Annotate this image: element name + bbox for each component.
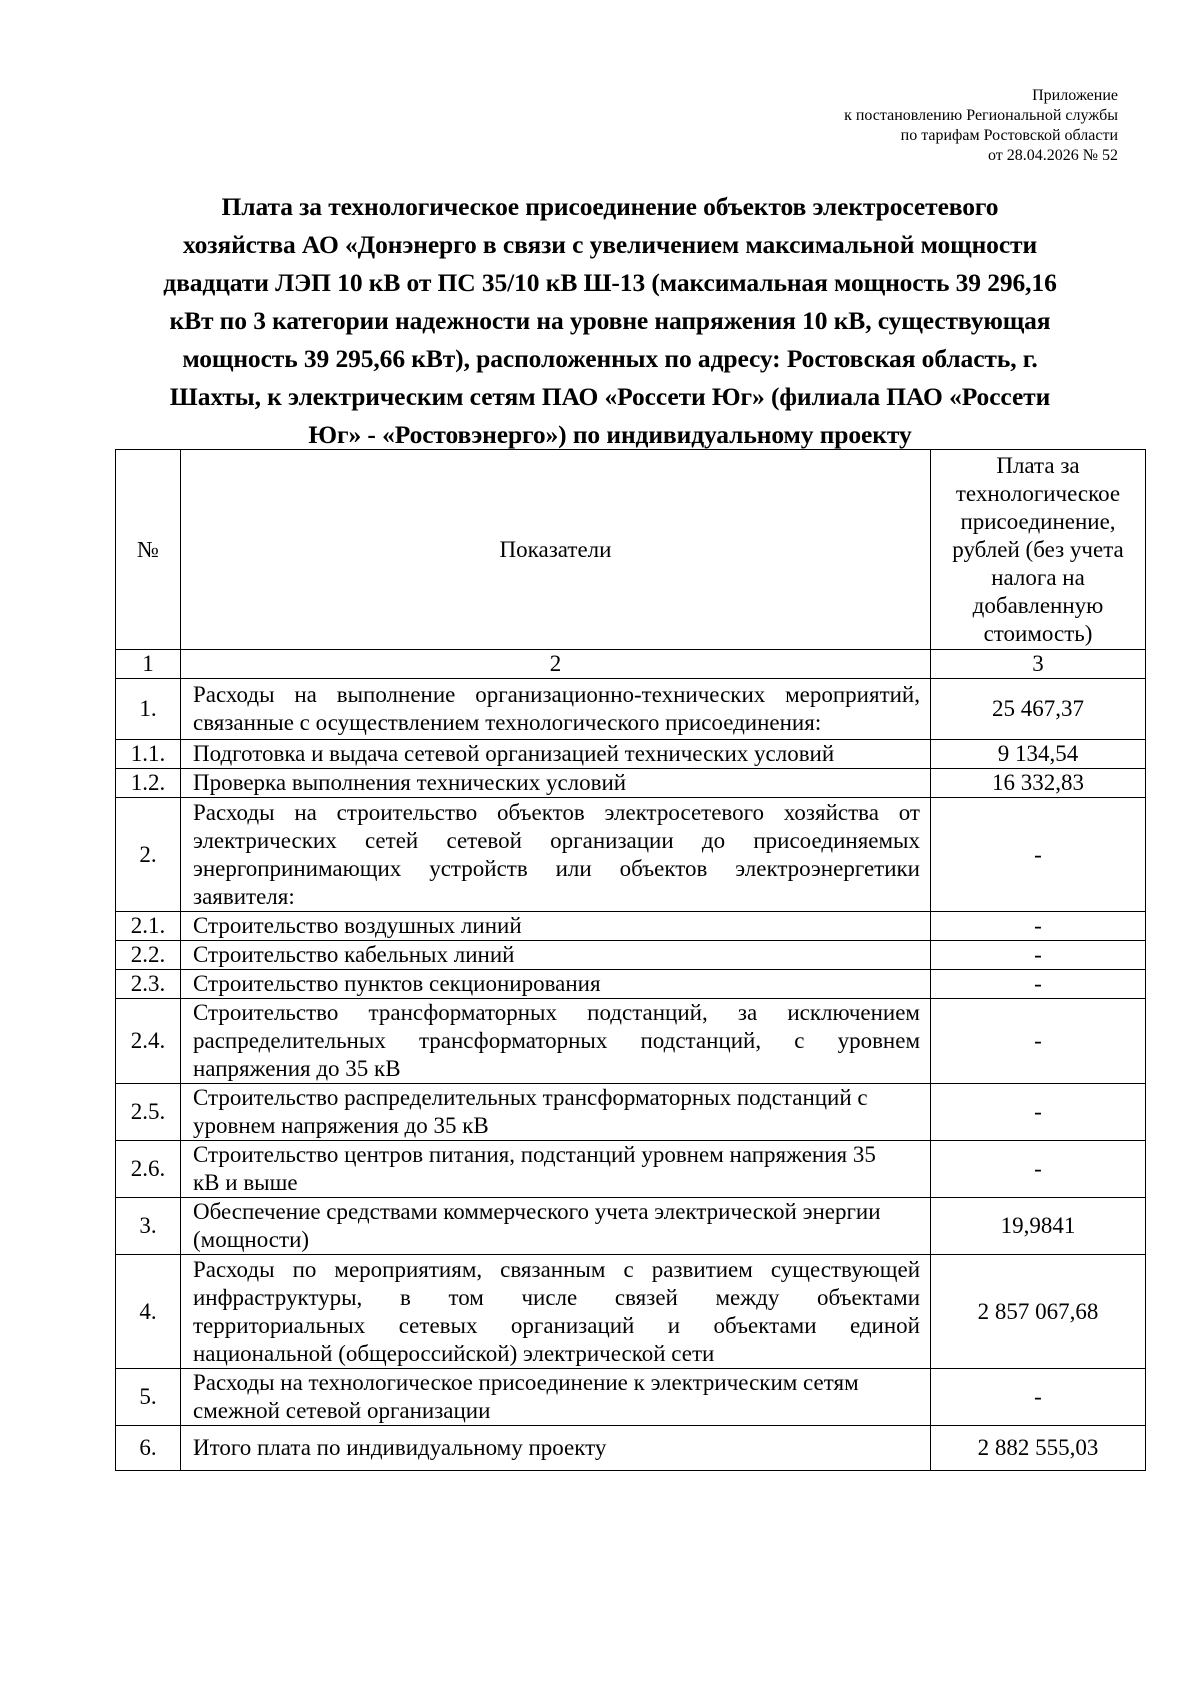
title-line: двадцати ЛЭП 10 кВ от ПС 35/10 кВ Ш-13 (максимальная мощность 39 296,16 [163, 268, 1057, 297]
row-indicator [181, 769, 931, 798]
row-fee-value: 9 134,54 [931, 740, 1146, 769]
title-line: Плата за технологическое присоединение объектов электросетевого [221, 192, 999, 221]
indicator-line: Обеспечение средствами коммерческого учета электрической энергии [193, 1199, 881, 1224]
row-number: 2.5. [116, 1084, 181, 1141]
header-value [931, 450, 1146, 650]
row-indicator [181, 1141, 931, 1198]
indicator-line: Строительство распределительных трансформаторных подстанций с [193, 1085, 868, 1110]
row-number: 2.4. [116, 999, 181, 1084]
indicator-line: (мощности) [193, 1227, 310, 1252]
row-fee-value: - [931, 1369, 1146, 1426]
column-number: 1 [116, 650, 181, 679]
indicator-line: Строительство воздушных линий [193, 913, 522, 938]
row-indicator [181, 1426, 931, 1471]
indicator-line: Проверка выполнения технических условий [193, 770, 627, 795]
indicator-line: смежной сетевой организации [193, 1398, 491, 1423]
row-number: 5. [116, 1369, 181, 1426]
indicator-line: Расходы по мероприятиям, связанным с развитием существующей [193, 1256, 920, 1282]
header-value-line: технологическое [955, 480, 1121, 506]
row-indicator [181, 970, 931, 999]
appendix-block [718, 86, 1118, 166]
row-indicator [181, 798, 931, 912]
indicator-line: напряжения до 35 кВ [193, 1056, 401, 1081]
column-number-row [116, 650, 1146, 679]
row-indicator [181, 912, 931, 941]
table-row [116, 679, 1146, 740]
row-number: 1.2. [116, 769, 181, 798]
header-value-line: стоимость) [983, 620, 1093, 646]
table-row [116, 970, 1146, 999]
indicator-line: энергопринимающих устройств или объектов электроэнергетики [193, 855, 920, 881]
table-row [116, 1084, 1146, 1141]
indicator-line: инфраструктуры, в том числе связей между объектами [193, 1284, 920, 1310]
row-number: 3. [116, 1198, 181, 1255]
indicator-line: национальной (общероссийской) электрической сети [193, 1340, 715, 1366]
row-number: 2.1. [116, 912, 181, 941]
title-line: Юг» - «Ростовэнерго») по индивидуальному проекту [308, 420, 912, 449]
row-number: 1.1. [116, 740, 181, 769]
row-indicator [181, 740, 931, 769]
table-row [116, 941, 1146, 970]
title-line: Шахты, к электрическим сетям ПАО «Россети Юг» (филиала ПАО «Россети [169, 382, 1051, 411]
indicator-line: Расходы на выполнение организационно-технических мероприятий, [193, 682, 920, 707]
row-fee-value: - [931, 798, 1146, 912]
table-row [116, 740, 1146, 769]
fee-table [115, 449, 1146, 1471]
row-fee-value: 19,9841 [931, 1198, 1146, 1255]
title-line: хозяйства АО «Донэнерго в связи с увеличением максимальной мощности [182, 230, 1038, 259]
row-indicator [181, 1198, 931, 1255]
header-value-line: добавленную [972, 592, 1104, 618]
table-row [116, 1255, 1146, 1369]
indicator-line: Расходы на строительство объектов электросетевого хозяйства от [193, 799, 920, 825]
indicator-line: связанные с осуществлением технологического присоединения: [193, 710, 822, 735]
table-row [116, 798, 1146, 912]
row-number: 2.3. [116, 970, 181, 999]
header-value-line: присоединение, [960, 508, 1116, 534]
header-name: Показатели [181, 450, 931, 650]
row-indicator [181, 1369, 931, 1426]
row-fee-value: - [931, 999, 1146, 1084]
indicator-line: Итого плата по индивидуальному проекту [193, 1435, 607, 1460]
appendix-line: по тарифам Ростовской области [900, 127, 1118, 144]
row-number: 4. [116, 1255, 181, 1369]
row-indicator [181, 679, 931, 740]
row-indicator [181, 941, 931, 970]
row-fee-value: 25 467,37 [931, 679, 1146, 740]
row-fee-value: 16 332,83 [931, 769, 1146, 798]
indicator-line: Строительство центров питания, подстанций уровнем напряжения 35 [193, 1142, 876, 1167]
table-row [116, 912, 1146, 941]
table-row [116, 1369, 1146, 1426]
row-fee-value: - [931, 970, 1146, 999]
indicator-line: заявителя: [193, 883, 295, 909]
table-header-row [116, 450, 1146, 650]
table-row [116, 769, 1146, 798]
row-indicator [181, 1084, 931, 1141]
table-row [116, 999, 1146, 1084]
row-indicator [181, 999, 931, 1084]
header-value-line: Плата за [996, 452, 1080, 478]
row-number: 2.6. [116, 1141, 181, 1198]
table-row [116, 1141, 1146, 1198]
header-value-line: налога на [991, 564, 1085, 590]
row-fee-value: 2 857 067,68 [931, 1255, 1146, 1369]
indicator-line: Строительство пунктов секционирования [193, 971, 601, 996]
indicator-line: уровнем напряжения до 35 кВ [193, 1113, 489, 1138]
column-number: 3 [931, 650, 1146, 679]
row-fee-value: - [931, 1141, 1146, 1198]
appendix-line: Приложение [1032, 87, 1118, 104]
table-row [116, 1426, 1146, 1471]
appendix-line: к постановлению Региональной службы [844, 107, 1118, 124]
appendix-line: от 28.04.2026 № 52 [987, 147, 1118, 164]
row-fee-value: - [931, 941, 1146, 970]
indicator-line: электрических сетей сетевой организации до присоединяемых [193, 827, 920, 853]
indicator-line: Строительство трансформаторных подстанций, за исключением [193, 1000, 920, 1025]
column-number: 2 [181, 650, 931, 679]
indicator-line: Подготовка и выдача сетевой организацией технических условий [193, 741, 835, 766]
title-line: кВт по 3 категории надежности на уровне напряжения 10 кВ, существующая [169, 306, 1051, 335]
row-number: 1. [116, 679, 181, 740]
title-line: мощность 39 295,66 кВт), расположенных по адресу: Ростовская область, г. [182, 344, 1038, 373]
row-fee-value: - [931, 912, 1146, 941]
row-fee-value: 2 882 555,03 [931, 1426, 1146, 1471]
indicator-line: распределительных трансформаторных подстанций, с уровнем [193, 1028, 920, 1053]
row-fee-value: - [931, 1084, 1146, 1141]
document-title [110, 188, 1110, 454]
indicator-line: кВ и выше [193, 1170, 298, 1195]
row-number: 2.2. [116, 941, 181, 970]
header-value-line: рублей (без учета [952, 536, 1124, 562]
header-num: № [116, 450, 181, 650]
row-number: 2. [116, 798, 181, 912]
table-row [116, 1198, 1146, 1255]
row-indicator [181, 1255, 931, 1369]
row-number: 6. [116, 1426, 181, 1471]
indicator-line: Расходы на технологическое присоединение к электрическим сетям [193, 1370, 859, 1395]
indicator-line: территориальных сетевых организаций и объектами единой [193, 1312, 920, 1338]
indicator-line: Строительство кабельных линий [193, 942, 515, 967]
